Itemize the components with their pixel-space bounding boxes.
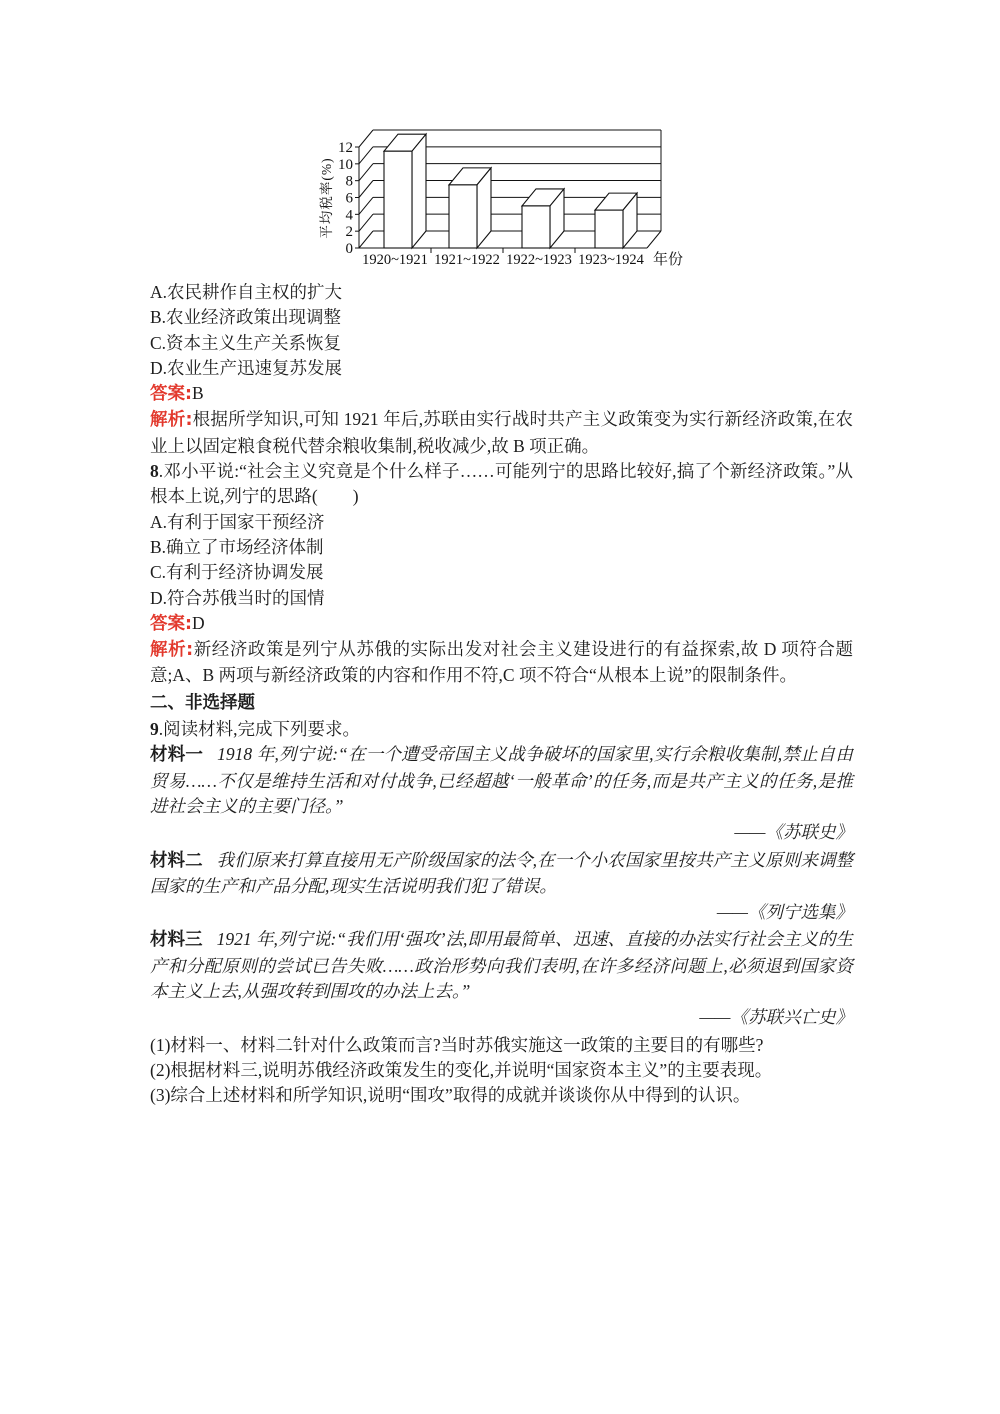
q8-number: 8	[150, 461, 159, 482]
q9-subquestion-1: (1)材料一、材料二针对什么政策而言?当时苏俄实施这一政策的主要目的有哪些?	[150, 1034, 764, 1055]
x-category-label: 1921~1922	[434, 252, 500, 268]
q9-material-1	[150, 742, 853, 819]
bar-side-1920~1921	[412, 134, 426, 248]
bar-front-1920~1921	[384, 151, 412, 248]
q8-stem	[150, 459, 853, 510]
y-tick-label: 10	[338, 156, 353, 173]
y-tick-label: 4	[345, 207, 353, 224]
bar-front-1922~1923	[522, 206, 550, 248]
analysis-label: 解析:	[150, 410, 193, 431]
material-3-source: ——《苏联兴亡史》	[699, 1007, 853, 1028]
answer-label: 答案:	[150, 384, 192, 405]
y-tick-label: 0	[345, 241, 353, 257]
chart-block	[0, 124, 1000, 276]
q7-option-c: C.资本主义生产关系恢复	[150, 332, 342, 353]
q9-material-3	[150, 927, 853, 1004]
material-3-text: 1921 年,列宁说:“我们用‘强攻’法,即用最简单、迅速、直接的办法实行社会主义的生产和分配原则的尝试已告失败……政治形势向我们表明,在许多经济问题上,必须退到国家资本主义上去,从强攻转到围攻的办法上去。”	[150, 929, 854, 1002]
q8-answer-value: D	[192, 612, 205, 633]
x-category-label: 1923~1924	[578, 252, 644, 268]
q7-answer	[150, 381, 853, 407]
section-2-title: 二、非选择题	[150, 692, 255, 713]
q7-analysis-text: 根据所学知识,可知 1921 年后,苏联由实行战时共产主义政策变为实行新经济政策,在农业上以固定粮食税代替余粮收集制,税收减少,故 B 项正确。	[150, 409, 854, 456]
q7-option-b: B.农业经济政策出现调整	[150, 307, 342, 328]
grid-diagonal	[359, 181, 373, 198]
q8-option-a: A.有利于国家干预经济	[150, 511, 325, 532]
material-2-label: 材料二	[150, 850, 203, 871]
q9-intro-text: .阅读材料,完成下列要求。	[158, 719, 360, 740]
analysis-label: 解析:	[150, 640, 194, 661]
x-category-label: 1922~1923	[506, 252, 572, 268]
grid-diagonal	[359, 130, 373, 147]
q8-stem-text: .邓小平说:“社会主义究竟是个什么样子……可能列宁的思路比较好,搞了个新经济政策。”从根本上说,列宁的思路( )	[150, 461, 853, 507]
q8-analysis	[150, 637, 853, 689]
q8-option-b: B.确立了市场经济体制	[150, 536, 324, 557]
y-axis-title: 平均税率(%)	[319, 157, 334, 239]
q8-option-d: D.符合苏俄当时的国情	[150, 587, 325, 608]
bar-front-1921~1922	[449, 185, 477, 248]
y-tick-label: 6	[345, 190, 353, 207]
floor-corner-diagonal	[647, 231, 661, 248]
x-category-label: 1920~1921	[362, 252, 428, 268]
grid-diagonal	[359, 147, 373, 164]
exam-text	[150, 280, 853, 1109]
q8-option-c: C.有利于经济协调发展	[150, 562, 324, 583]
q8-analysis-text: 新经济政策是列宁从苏俄的实际出发对社会主义建设进行的有益探索,故 D 项符合题意;A、B 两项与新经济政策的内容和作用不符,C 项不符合“从根本上说”的限制条件。	[150, 639, 853, 686]
q7-option-d: D.农业生产迅速复苏发展	[150, 357, 343, 378]
material-3-label: 材料三	[150, 930, 203, 951]
material-1-source: ——《苏联史》	[734, 822, 853, 843]
x-axis-title: 年份	[653, 252, 684, 268]
material-2-source: ——《列宁选集》	[716, 902, 853, 923]
y-tick-label: 12	[338, 140, 353, 156]
y-tick-label: 2	[345, 224, 353, 241]
q9-intro	[150, 717, 853, 742]
material-2-text: 我们原来打算直接用无产阶级国家的法令,在一个小农国家里按共产主义原则来调整国家的生产和产品分配,现实生活说明我们犯了错误。	[150, 849, 854, 896]
bar-front-1923~1924	[595, 210, 623, 248]
q9-number: 9	[150, 719, 159, 740]
answer-label: 答案:	[150, 613, 192, 634]
q7-option-a: A.农民耕作自主权的扩大	[150, 282, 343, 302]
grid-diagonal	[359, 197, 373, 214]
q9-subquestion-2: (2)根据材料三,说明苏俄经济政策发生的变化,并说明“国家资本主义”的主要表现。	[150, 1059, 773, 1080]
material-1-label: 材料一	[150, 745, 204, 766]
grid-diagonal	[359, 231, 373, 248]
grid-diagonal	[359, 214, 373, 231]
tax-rate-chart	[314, 124, 686, 276]
q7-analysis	[150, 407, 853, 459]
q9-material-2	[150, 848, 853, 900]
grid-diagonal	[359, 164, 373, 181]
q8-answer	[150, 611, 853, 637]
material-1-text: 1918 年,列宁说:“在一个遭受帝国主义战争破坏的国家里,实行余粮收集制,禁止自由贸易……不仅是维持生活和对付战争,已经超越‘一般革命’的任务,而是共产主义的任务,是推进社会主义的主要门径。”	[150, 744, 854, 816]
q9-subquestion-3: (3)综合上述材料和所学知识,说明“围攻”取得的成就并谈谈你从中得到的认识。	[150, 1085, 751, 1106]
q7-answer-value: B	[192, 383, 204, 404]
y-tick-label: 8	[345, 173, 353, 190]
